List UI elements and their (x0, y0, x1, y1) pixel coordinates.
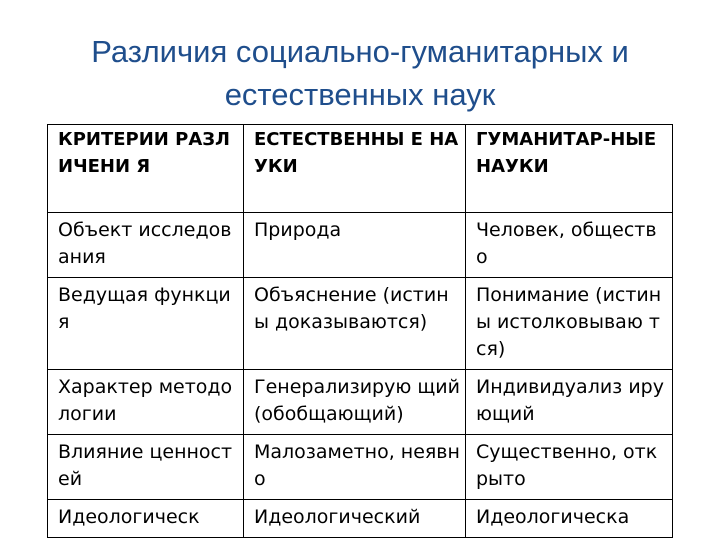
row-humanities-value: Идеологическа (466, 500, 673, 538)
row-humanities-value: Индивидуализ ирующий (466, 370, 673, 435)
row-natural-value: Малозаметно, неявно (244, 435, 466, 500)
row-natural-value: Объяснение (истины доказываются) (244, 278, 466, 370)
row-criterion: Влияние ценностей (48, 435, 244, 500)
row-criterion: Ведущая функция (48, 278, 244, 370)
slide-title: Различия социально-гуманитарных и естественных наук (91, 34, 629, 112)
table-row (48, 370, 673, 435)
header-natural-sciences: ЕСТЕСТВЕННЫ Е НАУКИ (244, 125, 466, 213)
row-humanities-value: Понимание (истины истолковываю тся) (466, 278, 673, 370)
table-row (48, 278, 673, 370)
row-humanities-value: Существенно, открыто (466, 435, 673, 500)
row-humanities-value: Человек, общество (466, 213, 673, 278)
row-criterion: Характер методологии (48, 370, 244, 435)
table-header-row (48, 125, 673, 213)
header-criteria: КРИТЕРИИ РАЗЛИЧЕНИ Я (48, 125, 244, 213)
table-row (48, 213, 673, 278)
row-criterion: Идеологическ (48, 500, 244, 538)
row-natural-value: Природа (244, 213, 466, 278)
table-row (48, 500, 673, 538)
row-criterion: Объект исследования (48, 213, 244, 278)
row-natural-value: Генерализирую щий (обобщающий) (244, 370, 466, 435)
table-row (48, 435, 673, 500)
row-natural-value: Идеологический (244, 500, 466, 538)
header-humanities: ГУМАНИТАР-НЫЕ НАУКИ (466, 125, 673, 213)
comparison-table (47, 124, 673, 538)
